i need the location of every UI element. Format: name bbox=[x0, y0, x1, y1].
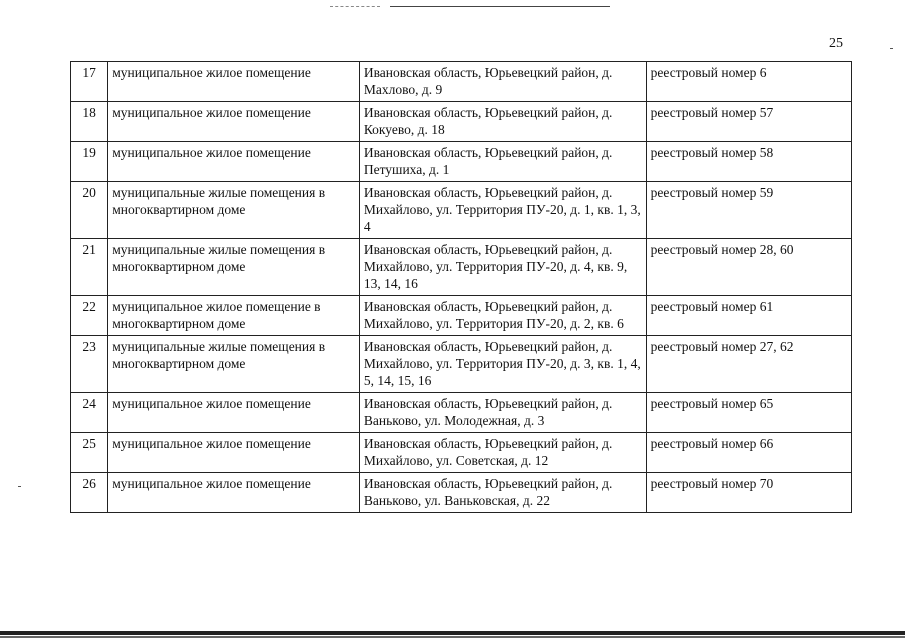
row-number: 24 bbox=[71, 393, 108, 433]
page-number: 25 bbox=[829, 36, 843, 51]
registry-number: реестровый номер 70 bbox=[646, 473, 851, 513]
table-row bbox=[71, 102, 852, 142]
registry-number: реестровый номер 65 bbox=[646, 393, 851, 433]
property-type: муниципальные жилые помещения в многоквартирном доме bbox=[108, 182, 360, 239]
row-number: 22 bbox=[71, 296, 108, 336]
property-address: Ивановская область, Юрьевецкий район, д. Махлово, д. 9 bbox=[359, 62, 646, 102]
property-address: Ивановская область, Юрьевецкий район, д. Михайлово, ул. Территория ПУ-20, д. 4, кв. 9, 13, 14, 16 bbox=[359, 239, 646, 296]
property-address: Ивановская область, Юрьевецкий район, д. Михайлово, ул. Территория ПУ-20, д. 1, кв. 1, 3, 4 bbox=[359, 182, 646, 239]
table-row bbox=[71, 62, 852, 102]
table-row bbox=[71, 393, 852, 433]
registry-number: реестровый номер 61 bbox=[646, 296, 851, 336]
scan-mark bbox=[18, 486, 21, 487]
property-address: Ивановская область, Юрьевецкий район, д. Михайлово, ул. Советская, д. 12 bbox=[359, 433, 646, 473]
property-address: Ивановская область, Юрьевецкий район, д. Петушиха, д. 1 bbox=[359, 142, 646, 182]
registry-number: реестровый номер 6 bbox=[646, 62, 851, 102]
header-rule bbox=[390, 6, 610, 7]
property-type: муниципальное жилое помещение bbox=[108, 473, 360, 513]
row-number: 17 bbox=[71, 62, 108, 102]
property-type: муниципальные жилые помещения в многоквартирном доме bbox=[108, 336, 360, 393]
row-number: 21 bbox=[71, 239, 108, 296]
scan-bottom-edge-shadow bbox=[0, 636, 905, 638]
scan-bottom-edge bbox=[0, 631, 905, 635]
table-row bbox=[71, 182, 852, 239]
property-address: Ивановская область, Юрьевецкий район, д. Ваньково, ул. Ваньковская, д. 22 bbox=[359, 473, 646, 513]
table-row bbox=[71, 142, 852, 182]
table-row bbox=[71, 473, 852, 513]
property-type: муниципальное жилое помещение bbox=[108, 62, 360, 102]
table-row bbox=[71, 336, 852, 393]
registry-number: реестровый номер 58 bbox=[646, 142, 851, 182]
table-row bbox=[71, 296, 852, 336]
property-address: Ивановская область, Юрьевецкий район, д. Ваньково, ул. Молодежная, д. 3 bbox=[359, 393, 646, 433]
registry-number: реестровый номер 59 bbox=[646, 182, 851, 239]
property-type: муниципальное жилое помещение bbox=[108, 433, 360, 473]
table-row bbox=[71, 433, 852, 473]
registry-number: реестровый номер 66 bbox=[646, 433, 851, 473]
row-number: 19 bbox=[71, 142, 108, 182]
row-number: 23 bbox=[71, 336, 108, 393]
registry-number: реестровый номер 57 bbox=[646, 102, 851, 142]
property-type: муниципальные жилые помещения в многоквартирном доме bbox=[108, 239, 360, 296]
registry-table bbox=[70, 61, 852, 513]
property-address: Ивановская область, Юрьевецкий район, д. Михайлово, ул. Территория ПУ-20, д. 3, кв. 1, 4, 5, 14, 15, 16 bbox=[359, 336, 646, 393]
property-type: муниципальное жилое помещение bbox=[108, 142, 360, 182]
row-number: 26 bbox=[71, 473, 108, 513]
table-row bbox=[71, 239, 852, 296]
row-number: 20 bbox=[71, 182, 108, 239]
property-address: Ивановская область, Юрьевецкий район, д. Кокуево, д. 18 bbox=[359, 102, 646, 142]
row-number: 25 bbox=[71, 433, 108, 473]
property-type: муниципальное жилое помещение в многоквартирном доме bbox=[108, 296, 360, 336]
property-type: муниципальное жилое помещение bbox=[108, 102, 360, 142]
registry-number: реестровый номер 27, 62 bbox=[646, 336, 851, 393]
registry-number: реестровый номер 28, 60 bbox=[646, 239, 851, 296]
row-number: 18 bbox=[71, 102, 108, 142]
property-type: муниципальное жилое помещение bbox=[108, 393, 360, 433]
scan-mark bbox=[890, 48, 893, 49]
header-dash bbox=[330, 6, 380, 7]
property-address: Ивановская область, Юрьевецкий район, д. Михайлово, ул. Территория ПУ-20, д. 2, кв. 6 bbox=[359, 296, 646, 336]
